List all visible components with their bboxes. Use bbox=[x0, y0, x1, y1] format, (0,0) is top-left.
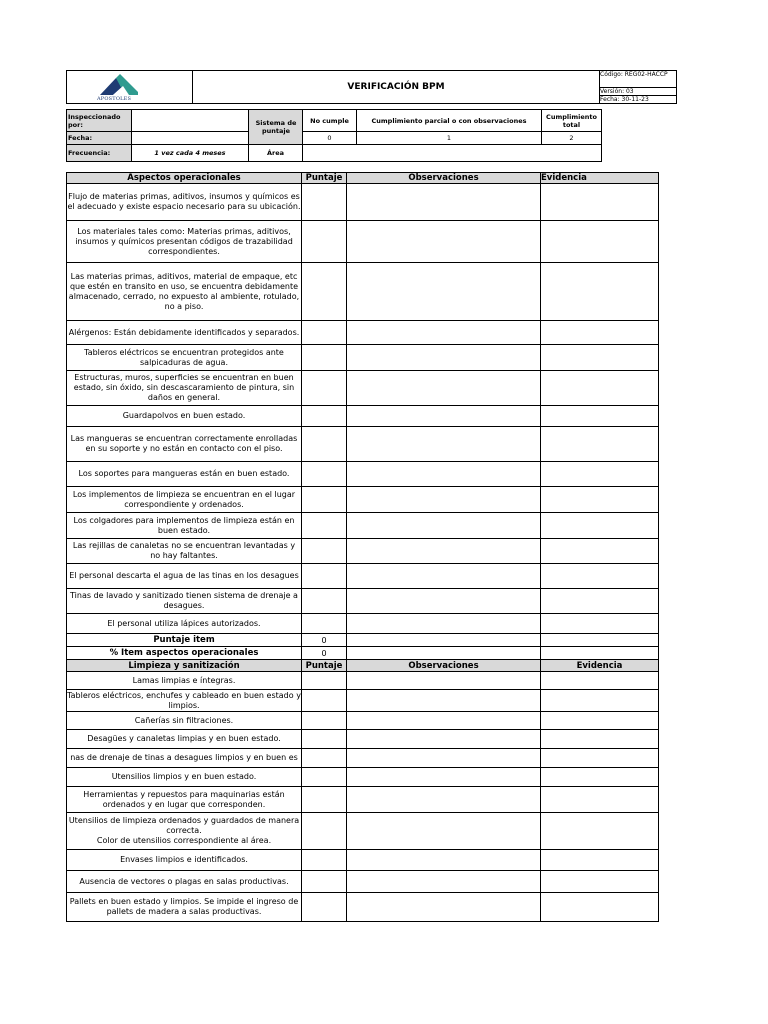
aspect-cell: Cañerías sin filtraciones. bbox=[67, 712, 302, 730]
aspect-cell: El personal utiliza lápices autorizados. bbox=[67, 614, 302, 634]
aspect-cell: Alérgenos: Están debidamente identificados y separados. bbox=[67, 321, 302, 345]
score-cell[interactable] bbox=[302, 712, 347, 730]
checklist-row bbox=[67, 893, 659, 922]
checklist-row bbox=[67, 462, 659, 487]
frequency-label: Frecuencia: bbox=[67, 145, 132, 162]
score-cell[interactable] bbox=[302, 749, 347, 768]
total-obs bbox=[347, 634, 541, 647]
score-cell[interactable] bbox=[302, 893, 347, 922]
aspect-cell: Tableros eléctricos se encuentran protegidos ante salpicaduras de agua. bbox=[67, 345, 302, 371]
percentage-value: 0 bbox=[302, 647, 347, 660]
document-title: VERIFICACIÓN BPM bbox=[193, 71, 600, 104]
checklist-row bbox=[67, 539, 659, 564]
checklist-row bbox=[67, 371, 659, 406]
evidence-cell[interactable] bbox=[541, 768, 659, 787]
evidence-cell[interactable] bbox=[541, 813, 659, 850]
aspect-cell: Envases limpios e identificados. bbox=[67, 850, 302, 871]
aspects-header: Limpieza y sanitización bbox=[67, 660, 302, 672]
total-label: Puntaje item bbox=[67, 634, 302, 647]
section-header-row bbox=[67, 173, 659, 184]
checklist-row bbox=[67, 614, 659, 634]
document-code: Código: REG02-HACCP bbox=[600, 71, 677, 88]
observations-cell[interactable] bbox=[347, 768, 541, 787]
score-header: Puntaje bbox=[302, 660, 347, 672]
evidence-header: Evidencia bbox=[541, 660, 659, 672]
score-cell[interactable] bbox=[302, 813, 347, 850]
aspect-cell: Los soportes para mangueras están en buen estado. bbox=[67, 462, 302, 487]
observations-cell[interactable] bbox=[347, 589, 541, 614]
score-value-2: 2 bbox=[542, 132, 602, 145]
evidence-cell[interactable] bbox=[541, 539, 659, 564]
observations-cell[interactable] bbox=[347, 712, 541, 730]
score-cell[interactable] bbox=[302, 406, 347, 427]
observations-cell[interactable] bbox=[347, 406, 541, 427]
score-cell[interactable] bbox=[302, 690, 347, 712]
evidence-cell[interactable] bbox=[541, 564, 659, 589]
document-version: Versión: 03 bbox=[600, 88, 677, 96]
checklist-row bbox=[67, 427, 659, 462]
evidence-cell[interactable] bbox=[541, 787, 659, 813]
observations-header: Observaciones bbox=[347, 173, 541, 184]
logo-mountain-icon bbox=[99, 74, 139, 96]
score-cell[interactable] bbox=[302, 614, 347, 634]
date-label: Fecha: bbox=[67, 132, 132, 145]
inspection-info bbox=[66, 109, 602, 162]
aspects-header: Aspectos operacionales bbox=[67, 173, 302, 184]
score-cell[interactable] bbox=[302, 263, 347, 321]
logo-cell bbox=[67, 71, 193, 104]
observations-cell[interactable] bbox=[347, 345, 541, 371]
score-label-2: Cumplimiento total bbox=[542, 110, 602, 132]
evidence-cell[interactable] bbox=[541, 184, 659, 221]
cleaning-section bbox=[67, 660, 659, 922]
score-header: Puntaje bbox=[302, 173, 347, 184]
evidence-cell[interactable] bbox=[541, 321, 659, 345]
observations-cell[interactable] bbox=[347, 221, 541, 263]
aspect-cell: Utensilios limpios y en buen estado. bbox=[67, 768, 302, 787]
aspect-cell: nas de drenaje de tinas a desagues limpios y en buen es bbox=[67, 749, 302, 768]
aspect-cell: Utensilios de limpieza ordenados y guardados de manera correcta. Color de utensilios correspondiente al área. bbox=[67, 813, 302, 850]
checklist-row bbox=[67, 487, 659, 513]
score-cell[interactable] bbox=[302, 787, 347, 813]
observations-cell[interactable] bbox=[347, 871, 541, 893]
evidence-cell[interactable] bbox=[541, 672, 659, 690]
observations-header: Observaciones bbox=[347, 660, 541, 672]
observations-cell[interactable] bbox=[347, 371, 541, 406]
observations-cell[interactable] bbox=[347, 787, 541, 813]
evidence-cell[interactable] bbox=[541, 513, 659, 539]
observations-cell[interactable] bbox=[347, 513, 541, 539]
total-row bbox=[67, 634, 659, 647]
aspect-cell: Lamas limpias e íntegras. bbox=[67, 672, 302, 690]
score-cell[interactable] bbox=[302, 850, 347, 871]
evidence-cell[interactable] bbox=[541, 850, 659, 871]
total-value: 0 bbox=[302, 634, 347, 647]
observations-cell[interactable] bbox=[347, 263, 541, 321]
score-cell[interactable] bbox=[302, 221, 347, 263]
inspector-label: Inspeccionado por: bbox=[67, 110, 132, 132]
evidence-cell[interactable] bbox=[541, 690, 659, 712]
score-cell[interactable] bbox=[302, 871, 347, 893]
observations-cell[interactable] bbox=[347, 813, 541, 850]
checklist-row bbox=[67, 589, 659, 614]
checklist-row bbox=[67, 672, 659, 690]
checklist-row bbox=[67, 690, 659, 712]
evidence-cell[interactable] bbox=[541, 487, 659, 513]
document-header bbox=[66, 70, 677, 104]
aspect-cell: Pallets en buen estado y limpios. Se impide el ingreso de pallets de madera a salas productivas. bbox=[67, 893, 302, 922]
aspect-cell: Guardapolvos en buen estado. bbox=[67, 406, 302, 427]
observations-cell[interactable] bbox=[347, 539, 541, 564]
observations-cell[interactable] bbox=[347, 487, 541, 513]
score-cell[interactable] bbox=[302, 427, 347, 462]
checklist-row bbox=[67, 850, 659, 871]
document-date: Fecha: 30-11-23 bbox=[600, 96, 677, 104]
percentage-obs bbox=[347, 647, 541, 660]
percentage-label: % Item aspectos operacionales bbox=[67, 647, 302, 660]
aspect-cell: Tinas de lavado y sanitizado tienen sistema de drenaje a desagues. bbox=[67, 589, 302, 614]
evidence-cell[interactable] bbox=[541, 263, 659, 321]
frequency-value: 1 vez cada 4 meses bbox=[132, 145, 249, 162]
observations-cell[interactable] bbox=[347, 730, 541, 749]
checklist-row bbox=[67, 749, 659, 768]
operational-totals bbox=[67, 634, 659, 660]
evidence-header: Evidencia bbox=[541, 173, 659, 184]
logo-text: APOSTOLES bbox=[97, 96, 132, 102]
observations-cell[interactable] bbox=[347, 462, 541, 487]
score-value-0: 0 bbox=[303, 132, 357, 145]
checklist-row bbox=[67, 787, 659, 813]
company-logo bbox=[67, 71, 192, 103]
score-cell[interactable] bbox=[302, 513, 347, 539]
aspect-cell: Ausencia de vectores o plagas en salas productivas. bbox=[67, 871, 302, 893]
observations-cell[interactable] bbox=[347, 690, 541, 712]
area-field[interactable] bbox=[303, 145, 602, 162]
observations-cell[interactable] bbox=[347, 184, 541, 221]
evidence-cell[interactable] bbox=[541, 589, 659, 614]
checklist-row bbox=[67, 768, 659, 787]
operational-section bbox=[67, 173, 659, 634]
checklist-row bbox=[67, 406, 659, 427]
evidence-cell[interactable] bbox=[541, 749, 659, 768]
score-cell[interactable] bbox=[302, 371, 347, 406]
checklist-row bbox=[67, 813, 659, 850]
observations-cell[interactable] bbox=[347, 749, 541, 768]
observations-cell[interactable] bbox=[347, 321, 541, 345]
checklist-row bbox=[67, 871, 659, 893]
aspect-cell: Los implementos de limpieza se encuentran en el lugar correspondiente y ordenados. bbox=[67, 487, 302, 513]
observations-cell[interactable] bbox=[347, 672, 541, 690]
score-cell[interactable] bbox=[302, 184, 347, 221]
score-cell[interactable] bbox=[302, 564, 347, 589]
evidence-cell[interactable] bbox=[541, 730, 659, 749]
observations-cell[interactable] bbox=[347, 850, 541, 871]
evidence-cell[interactable] bbox=[541, 871, 659, 893]
evidence-cell[interactable] bbox=[541, 345, 659, 371]
score-cell[interactable] bbox=[302, 589, 347, 614]
score-cell[interactable] bbox=[302, 672, 347, 690]
score-cell[interactable] bbox=[302, 730, 347, 749]
score-label-0: No cumple bbox=[303, 110, 357, 132]
score-cell[interactable] bbox=[302, 345, 347, 371]
area-label: Área bbox=[249, 145, 303, 162]
checklist-row bbox=[67, 712, 659, 730]
score-cell[interactable] bbox=[302, 321, 347, 345]
evidence-cell[interactable] bbox=[541, 406, 659, 427]
evidence-cell[interactable] bbox=[541, 614, 659, 634]
score-cell[interactable] bbox=[302, 768, 347, 787]
observations-cell[interactable] bbox=[347, 427, 541, 462]
checklist-row bbox=[67, 513, 659, 539]
score-cell[interactable] bbox=[302, 487, 347, 513]
checklist-table bbox=[66, 172, 659, 922]
aspect-cell: El personal descarta el agua de las tinas en los desagues bbox=[67, 564, 302, 589]
checklist-row bbox=[67, 221, 659, 263]
evidence-cell[interactable] bbox=[541, 462, 659, 487]
aspect-cell: Desagües y canaletas limpias y en buen estado. bbox=[67, 730, 302, 749]
total-evid bbox=[541, 634, 659, 647]
aspect-cell: Los colgadores para implementos de limpieza están en buen estado. bbox=[67, 513, 302, 539]
date-field[interactable] bbox=[132, 132, 249, 145]
score-cell[interactable] bbox=[302, 462, 347, 487]
aspect-cell: Los materiales tales como: Materias primas, aditivos, insumos y químicos presentan códigos de trazabilidad correspondientes. bbox=[67, 221, 302, 263]
observations-cell[interactable] bbox=[347, 564, 541, 589]
aspect-cell: Flujo de materias primas, aditivos, insumos y químicos es el adecuado y existe espacio necesario para su ubicación. bbox=[67, 184, 302, 221]
aspect-cell: Tableros eléctricos, enchufes y cableado en buen estado y limpios. bbox=[67, 690, 301, 710]
aspect-cell: Estructuras, muros, superficies se encuentran en buen estado, sin óxido, sin descascaramiento de pintura, sin daños en general. bbox=[67, 371, 302, 406]
aspect-cell: Las rejillas de canaletas no se encuentran levantadas y no hay faltantes. bbox=[67, 539, 302, 564]
observations-cell[interactable] bbox=[347, 614, 541, 634]
section-header-row bbox=[67, 660, 659, 672]
inspector-field[interactable] bbox=[132, 110, 249, 132]
observations-cell[interactable] bbox=[347, 893, 541, 922]
aspect-cell: Las mangueras se encuentran correctamente enrolladas en su soporte y no están en contacto con el piso. bbox=[67, 427, 302, 462]
evidence-cell[interactable] bbox=[541, 893, 659, 922]
checklist-row bbox=[67, 564, 659, 589]
checklist-row bbox=[67, 730, 659, 749]
score-value-1: 1 bbox=[357, 132, 542, 145]
scoring-system-label: Sistema de puntaje bbox=[249, 110, 303, 145]
percentage-evid bbox=[541, 647, 659, 660]
evidence-cell[interactable] bbox=[541, 371, 659, 406]
checklist-row bbox=[67, 321, 659, 345]
percentage-row bbox=[67, 647, 659, 660]
score-label-1: Cumplimiento parcial o con observaciones bbox=[357, 110, 542, 132]
checklist-row bbox=[67, 345, 659, 371]
aspect-cell: Las materias primas, aditivos, material de empaque, etc que estén en transito en uso, se encuentra debidamente almacenado, cerrado, no expuesto al ambiente, rotulado, no a piso. bbox=[67, 263, 302, 321]
evidence-cell[interactable] bbox=[541, 427, 659, 462]
evidence-cell[interactable] bbox=[541, 221, 659, 263]
aspect-cell: Herramientas y repuestos para maquinarias están ordenados y en lugar que corresponden. bbox=[67, 787, 302, 813]
score-cell[interactable] bbox=[302, 539, 347, 564]
checklist-row bbox=[67, 184, 659, 221]
checklist-row bbox=[67, 263, 659, 321]
evidence-cell[interactable] bbox=[541, 712, 659, 730]
